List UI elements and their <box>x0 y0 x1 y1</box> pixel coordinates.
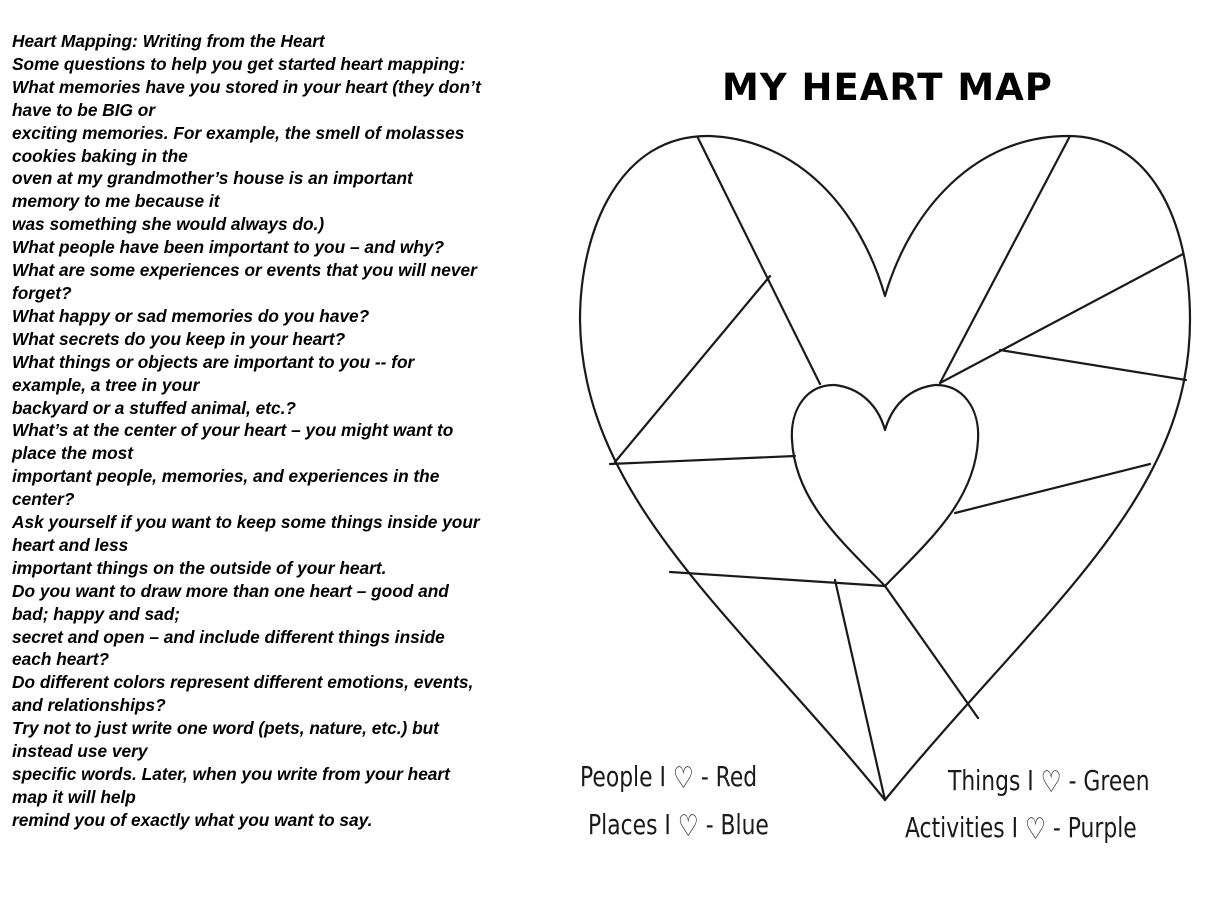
instruction-line: instead use very <box>12 741 148 762</box>
instruction-line: What happy or sad memories do you have? <box>12 305 370 326</box>
heart-icon: ♡ <box>1024 812 1046 847</box>
instruction-line: Try not to just write one word (pets, nature, etc.) but <box>12 718 439 739</box>
divider-line <box>610 456 795 464</box>
instruction-line: What things or objects are important to you -- for <box>12 351 415 372</box>
instruction-line: was something she would always do.) <box>12 214 325 235</box>
instruction-line: memory to me because it <box>12 191 220 212</box>
instruction-line: bad; happy and sad; <box>12 603 181 624</box>
instruction-line: map it will help <box>12 786 136 807</box>
instruction-line: remind you of exactly what you want to say. <box>12 809 373 830</box>
legend-places <box>588 808 769 842</box>
instruction-line: Some questions to help you get started heart mapping: <box>12 53 466 74</box>
instruction-line: Do you want to draw more than one heart – good and <box>12 580 449 601</box>
instruction-line: What memories have you stored in your heart (they don’t <box>12 76 481 97</box>
legend-things <box>948 764 1150 798</box>
divider-line <box>615 276 770 462</box>
instruction-line: oven at my grandmother’s house is an important <box>12 168 413 189</box>
instruction-line: Ask yourself if you want to keep some things inside your <box>12 512 480 533</box>
legend-activities <box>905 811 1137 845</box>
instruction-line: have to be BIG or <box>12 99 156 120</box>
divider-line <box>940 136 1070 383</box>
instruction-line: each heart? <box>12 649 110 670</box>
legend-activities-label: Activities I <box>905 811 1019 844</box>
heart-icon: ♡ <box>677 809 699 844</box>
instruction-line: exciting memories. For example, the smell of molasses <box>12 122 465 143</box>
legend-places-color: - Blue <box>705 808 769 841</box>
legend-places-label: Places I <box>588 808 671 841</box>
instruction-line: example, a tree in your <box>12 374 200 395</box>
instruction-line: backyard or a stuffed animal, etc.? <box>12 397 296 418</box>
divider-line <box>835 580 885 800</box>
divider-line <box>885 586 978 718</box>
legend-people-color: - Red <box>700 760 758 793</box>
divider-line <box>698 138 820 384</box>
legend-things-color: - Green <box>1068 764 1150 797</box>
divider-line <box>940 254 1183 383</box>
instruction-line: cookies baking in the <box>12 145 188 166</box>
legend-people-label: People I <box>580 760 666 793</box>
divider-line <box>670 572 885 586</box>
instruction-line: secret and open – and include different things inside <box>12 626 445 647</box>
instruction-line: heart and less <box>12 534 129 555</box>
legend-activities-color: - Purple <box>1052 811 1137 844</box>
heart-map-title: MY HEART MAP <box>722 66 1053 109</box>
inner-heart-outline <box>792 385 978 586</box>
instruction-line: What are some experiences or events that you will never <box>12 260 477 281</box>
instruction-line: center? <box>12 489 75 510</box>
instruction-line: What people have been important to you – and why? <box>12 237 445 258</box>
outer-heart-outline <box>580 136 1190 800</box>
heart-icon: ♡ <box>1040 765 1062 800</box>
divider-line <box>1000 350 1186 380</box>
instruction-line: forget? <box>12 282 72 303</box>
instruction-line: What’s at the center of your heart – you might want to <box>12 420 454 441</box>
instruction-line: important people, memories, and experiences in the <box>12 466 440 487</box>
instruction-line: important things on the outside of your heart. <box>12 557 387 578</box>
instruction-line: Heart Mapping: Writing from the Heart <box>12 31 325 51</box>
instruction-line: place the most <box>12 443 134 464</box>
heart-icon: ♡ <box>672 761 694 796</box>
instruction-line: specific words. Later, when you write from your heart <box>12 764 450 784</box>
instruction-line: What secrets do you keep in your heart? <box>12 328 346 349</box>
instruction-line: Do different colors represent different emotions, events, <box>12 672 474 693</box>
legend-people <box>580 760 757 794</box>
divider-line <box>955 464 1150 513</box>
instruction-line: and relationships? <box>12 695 166 716</box>
instructions-text <box>12 30 557 832</box>
legend-things-label: Things I <box>948 764 1034 797</box>
